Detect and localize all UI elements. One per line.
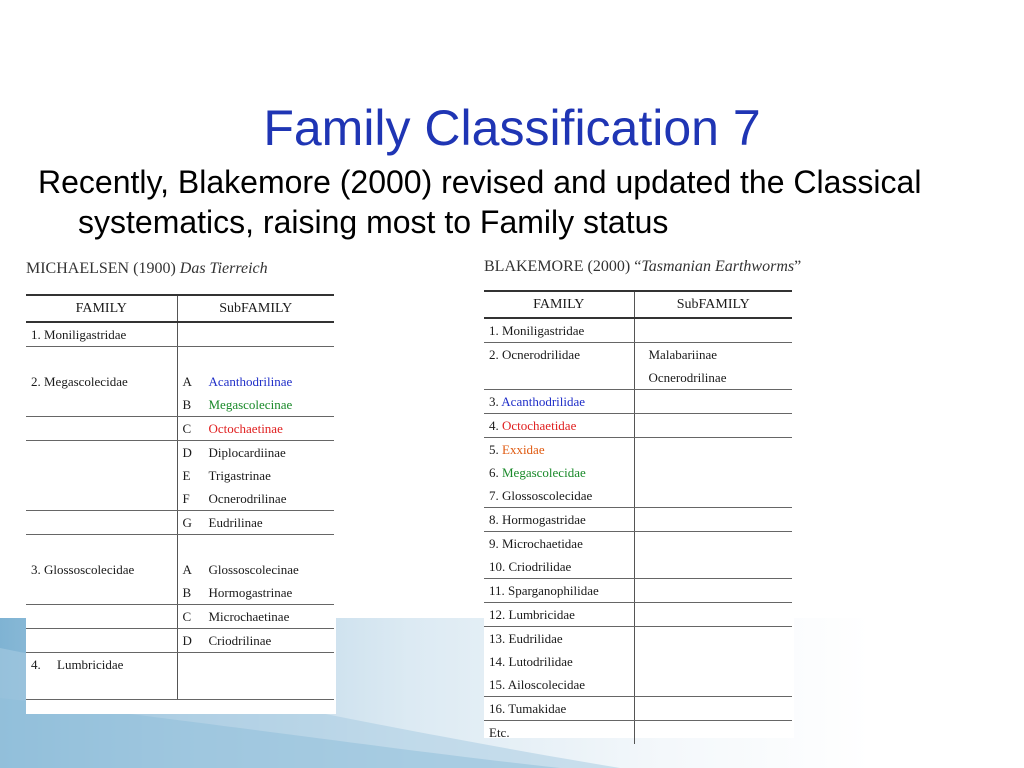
family-cell: 9. Microchaetidae [489, 536, 583, 551]
table-row [26, 629, 334, 653]
family-cell: 4. Lumbricidae [26, 653, 177, 700]
subfamily-cell [177, 653, 334, 700]
subfamily-cell [634, 438, 792, 508]
table-row [26, 535, 334, 559]
family-cell [26, 511, 177, 535]
family-cell: 2. Ocnerodrilidae [484, 343, 634, 390]
family-cell: 1. Moniligastridae [26, 322, 177, 347]
family-cell [26, 441, 177, 511]
family-cell: 12. Lumbricidae [484, 603, 634, 627]
subfamily-cell: F Ocnerodrilinae [177, 487, 334, 511]
subfamily-name: Megascolecinae [208, 397, 293, 412]
table-row [484, 603, 792, 627]
subfamily-cell [634, 508, 792, 532]
slide-title: Family Classification 7 [263, 100, 761, 156]
blakemore-caption-text: BLAKEMORE (2000) “ [484, 258, 642, 275]
michaelsen-caption-italic: Das Tierreich [179, 260, 268, 277]
family-cell: 4. Octochaetidae [484, 414, 634, 438]
subfamily-cell: D Diplocardiinae [177, 441, 334, 465]
michaelsen-table [26, 294, 334, 700]
table-row [26, 347, 334, 371]
table-row [26, 511, 334, 535]
subfamily-cell: C Octochaetinae [177, 417, 334, 441]
family-cell [26, 605, 177, 629]
subfamily-name: Octochaetinae [208, 421, 283, 436]
subfamily-name: Acanthodrilinae [208, 374, 293, 389]
family-cell: 10. Criodrilidae [484, 555, 634, 579]
michaelsen-caption [26, 258, 336, 280]
blakemore-table-block [484, 256, 802, 740]
subfamily-cell: B Megascolecinae [177, 393, 334, 417]
table-row [484, 438, 792, 462]
blakemore-caption [484, 256, 802, 278]
header-subfamily: SubFAMILY [177, 295, 334, 322]
family-cell: 7. Glossoscolecidae [484, 484, 634, 508]
subfamily-cell [634, 532, 792, 579]
table-header-row [484, 291, 792, 318]
subfamily-name: Diplocardiinae [208, 445, 286, 460]
subfamily-cell: A Acanthodrilinae [177, 370, 334, 393]
table-row [26, 441, 334, 465]
table-row [484, 414, 792, 438]
table-row [484, 627, 792, 651]
blakemore-table [484, 290, 792, 744]
subfamily-name: Microchaetinae [208, 609, 290, 624]
subfamily-cell [634, 627, 792, 697]
subfamily-cell [634, 721, 792, 745]
subfamily-cell [634, 318, 792, 343]
table-row [484, 579, 792, 603]
family-cell: 5. Exxidae [489, 442, 545, 457]
family-cell: 3. Glossoscolecidae [26, 535, 177, 605]
subfamily-name: Eudrilinae [208, 515, 263, 530]
subfamily-name: Hormogastrinae [208, 585, 293, 600]
family-cell: 16. Tumakidae [484, 697, 634, 721]
family-cell: 1. Moniligastridae [484, 318, 634, 343]
subfamily-name: Ocnerodrilinae [208, 491, 287, 506]
table-row [484, 721, 792, 745]
table-row [484, 697, 792, 721]
michaelsen-table-block [26, 258, 336, 714]
subfamily-cell [177, 347, 334, 371]
family-cell: 3. Acanthodrilidae [484, 390, 634, 414]
subfamily-cell: G Eudrilinae [177, 511, 334, 535]
subfamily-cell: B Hormogastrinae [177, 581, 334, 605]
michaelsen-caption-text: MICHAELSEN (1900) [26, 260, 180, 277]
subfamily-cell [634, 697, 792, 721]
subfamily-cell: E Trigastrinae [177, 464, 334, 487]
family-cell [26, 417, 177, 441]
subfamily-cell [634, 414, 792, 438]
subfamily-name: Trigastrinae [208, 468, 271, 483]
family-cell: 11. Sparganophilidae [484, 579, 634, 603]
family-cell [26, 629, 177, 653]
slide-body-text: Recently, Blakemore (2000) revised and updated the Classical systematics, raising most to Family status [38, 164, 922, 240]
blakemore-caption-italic: Tasmanian Earthworms [641, 258, 795, 275]
subfamily-cell [177, 535, 334, 559]
table-row [484, 343, 792, 367]
table-row [26, 653, 334, 700]
subfamily-cell: Ocnerodrilinae [634, 366, 792, 390]
blakemore-caption-end: ” [794, 258, 802, 275]
subfamily-cell [634, 603, 792, 627]
subfamily-cell: D Criodrilinae [177, 629, 334, 653]
table-row [26, 605, 334, 629]
family-cell: Etc. [489, 725, 510, 740]
table-row [26, 417, 334, 441]
family-cell: 2. Megascolecidae [26, 347, 177, 417]
subfamily-name: Criodrilinae [208, 633, 272, 648]
subfamily-cell [634, 579, 792, 603]
family-cell: 14. Lutodrilidae [489, 654, 573, 669]
table-row [484, 532, 792, 556]
subfamily-cell [177, 322, 334, 347]
family-cell: 15. Ailoscolecidae [484, 673, 634, 697]
family-cell: 8. Hormogastridae [484, 508, 634, 532]
family-cell: 13. Eudrilidae [489, 631, 563, 646]
header-family: FAMILY [26, 295, 177, 322]
table-row [484, 390, 792, 414]
table-row [484, 508, 792, 532]
table-row [484, 318, 792, 343]
table-header-row [26, 295, 334, 322]
subfamily-name: Glossoscolecinae [208, 562, 299, 577]
subfamily-cell: A Glossoscolecinae [177, 558, 334, 581]
header-subfamily: SubFAMILY [634, 291, 792, 318]
subfamily-cell: Malabariinae [634, 343, 792, 367]
table-row [26, 322, 334, 347]
subfamily-cell [634, 390, 792, 414]
subfamily-cell: C Microchaetinae [177, 605, 334, 629]
family-cell: 6. Megascolecidae [489, 465, 586, 480]
header-family: FAMILY [484, 291, 634, 318]
